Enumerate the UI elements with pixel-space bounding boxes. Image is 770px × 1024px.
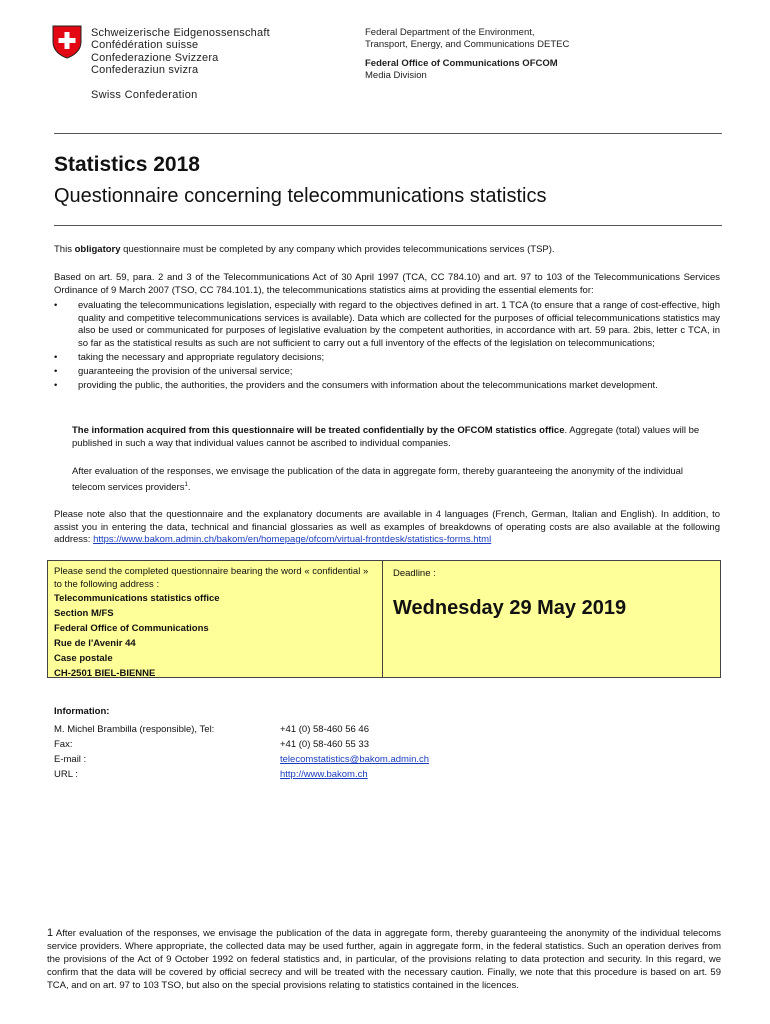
department-line-1: Federal Department of the Environment, (365, 27, 535, 38)
intro-prefix: This (54, 244, 75, 255)
confederation-names (91, 27, 270, 77)
basis-paragraph: Based on art. 59, para. 2 and 3 of the Telecommunications Act of 30 April 1997 (TCA, CC 784.10) and art. 97 to 103 of the Telecommunications Services Ordinance of 9 March 2007 (TSO, CC 784.101.1), the telecommunications statistics aims at providing the essential elements for: (54, 272, 720, 296)
languages-text: Please note also that the questionnaire and the explanatory documents are available in 4 languages (French, German, Italian and English). In addition, to assist you in entering the data, technical and financial glossaries as well as examples of breakdowns of operating costs are also available at the following address: (54, 509, 720, 545)
information-title: Information: (54, 706, 110, 717)
office-division: Media Division (365, 70, 427, 81)
department-block (365, 27, 569, 51)
address-cell (48, 561, 383, 677)
intro-suffix: questionnaire must be completed by any company which provides telecommunications services (TSP). (120, 244, 555, 255)
submission-box (47, 560, 721, 678)
confidentiality-rest: . Aggregate (total) values will be published in such a way that individual values cannot be ascribed to individual companies. (72, 425, 700, 449)
send-instructions: Please send the completed questionnaire bearing the word « confidential » to the following address : (54, 566, 369, 590)
deadline-label: Deadline : (393, 568, 436, 579)
footnote-text: After evaluation of the responses, we envisage the publication of the data in aggregate form, thereby guaranteeing the anonymity of the individual telecoms service providers. Where appropriate, the collected data may be used further, again in aggregate form, in the federal statistics. Such an operation derives from the provisions of the Act of 9 October 1992 on federal statistics and, in particular, of the provisions relating to data protection and security. In this regard, we confirm that the data will be covered by official secrecy and will be treated with the necessary caution. Finally, we note that this procedure is based on art. 59 TCA, and on art. 97 to 103 TSO, but also on the special provisions relating to statistics contained in the licences. (47, 928, 721, 991)
bullet-text: guaranteeing the provision of the universal service; (78, 365, 293, 377)
deadline-date: Wednesday 29 May 2019 (393, 597, 627, 619)
swiss-confederation-label: Swiss Confederation (91, 89, 198, 101)
address-line: Telecommunications statistics office (54, 593, 220, 604)
bullet-icon: • (54, 300, 58, 311)
confederation-name-de: Schweizerische Eidgenossenschaft (91, 27, 270, 39)
confederation-name-it: Confederazione Svizzera (91, 51, 219, 64)
info-label-fax: Fax: (54, 739, 73, 750)
address-line: Case postale (54, 653, 113, 664)
confidentiality-bold: The information acquired from this questionnaire will be treated confidentially by the OFCOM statistics office (72, 425, 565, 436)
office-block (365, 58, 558, 82)
info-label-url: URL : (54, 769, 78, 780)
bullet-text: providing the public, the authorities, the providers and the consumers with information about the telecommunications market development. (78, 379, 658, 391)
info-email-link[interactable]: telecomstatistics@bakom.admin.ch (280, 754, 430, 765)
info-url-link[interactable]: http://www.bakom.ch (280, 769, 368, 780)
department-line-2: Transport, Energy, and Communications DETEC (365, 39, 570, 50)
address-line: Federal Office of Communications (54, 623, 209, 634)
info-label-tel: M. Michel Brambilla (responsible), Tel: (54, 724, 215, 735)
languages-paragraph (54, 509, 720, 547)
footnote-ref[interactable]: 1 (184, 481, 188, 488)
after-evaluation-paragraph: After evaluation of the responses, we envisage the publication of the data in aggregate form, thereby guaranteeing the anonymity of the individual telecom services providers$^1$. (72, 466, 684, 493)
statistics-forms-link[interactable]: https://www.bakom.admin.ch/bakom/en/homepage/ofcom/virtual-frontdesk/statistics-forms.html (93, 534, 492, 545)
office-name: Federal Office of Communications OFCOM (365, 58, 558, 69)
footnote-number: 1 (47, 927, 54, 939)
page-subtitle: Questionnaire concerning telecommunications statistics (54, 185, 547, 207)
bullet-icon: • (54, 365, 58, 377)
address-line: Rue de l'Avenir 44 (54, 638, 136, 649)
list-item (54, 352, 720, 365)
confederation-name-rm: Confederaziun svizra (91, 64, 199, 77)
bullet-text: evaluating the telecommunications legislation, especially with regard to the objectives defined in art. 1 TCA (to ensure that a range of cost-effective, high quality and competitive telecommunications services is available). Data which are collected for the purposes of official telecommunications statistics may also be used or communicated for purposes of legislative evaluation by the competent authorities, in accordance with art. 59 para. 2bis, letter c TCA, in so far as the statistical results as such are not sufficient to carry out a full inventory of the effects of the legislation on telecommunications; (78, 300, 720, 349)
address-line: Section M/FS (54, 608, 114, 619)
intro-paragraph (54, 244, 724, 257)
title-divider (54, 225, 722, 226)
after-evaluation-text: After evaluation of the responses, we envisage the publication of the data in aggregate form, thereby guaranteeing the anonymity of the individual telecom services providers (72, 466, 684, 493)
page-title: Statistics 2018 (54, 153, 200, 176)
bullet-icon: • (54, 351, 58, 363)
header-divider (54, 133, 722, 134)
info-value-tel: +41 (0) 58-460 56 46 (280, 724, 369, 735)
bullet-text: taking the necessary and appropriate regulatory decisions; (78, 351, 325, 363)
list-item (54, 300, 720, 350)
list-item (54, 366, 720, 379)
info-value-fax: +41 (0) 58-460 55 33 (280, 739, 369, 750)
info-label-email: E-mail : (54, 754, 87, 765)
address-line: CH-2501 BIEL-BIENNE (54, 668, 156, 679)
address-block (54, 566, 378, 681)
purpose-bullet-list (54, 300, 720, 394)
bullet-icon: • (54, 379, 58, 391)
confidentiality-paragraph (72, 425, 712, 450)
footnote (47, 927, 721, 992)
list-item (54, 380, 720, 393)
address-lines (54, 591, 378, 681)
confederation-name-fr: Confédération suisse (91, 39, 199, 52)
swiss-flag-shield-icon (51, 25, 83, 59)
intro-bold: obligatory (74, 244, 121, 255)
